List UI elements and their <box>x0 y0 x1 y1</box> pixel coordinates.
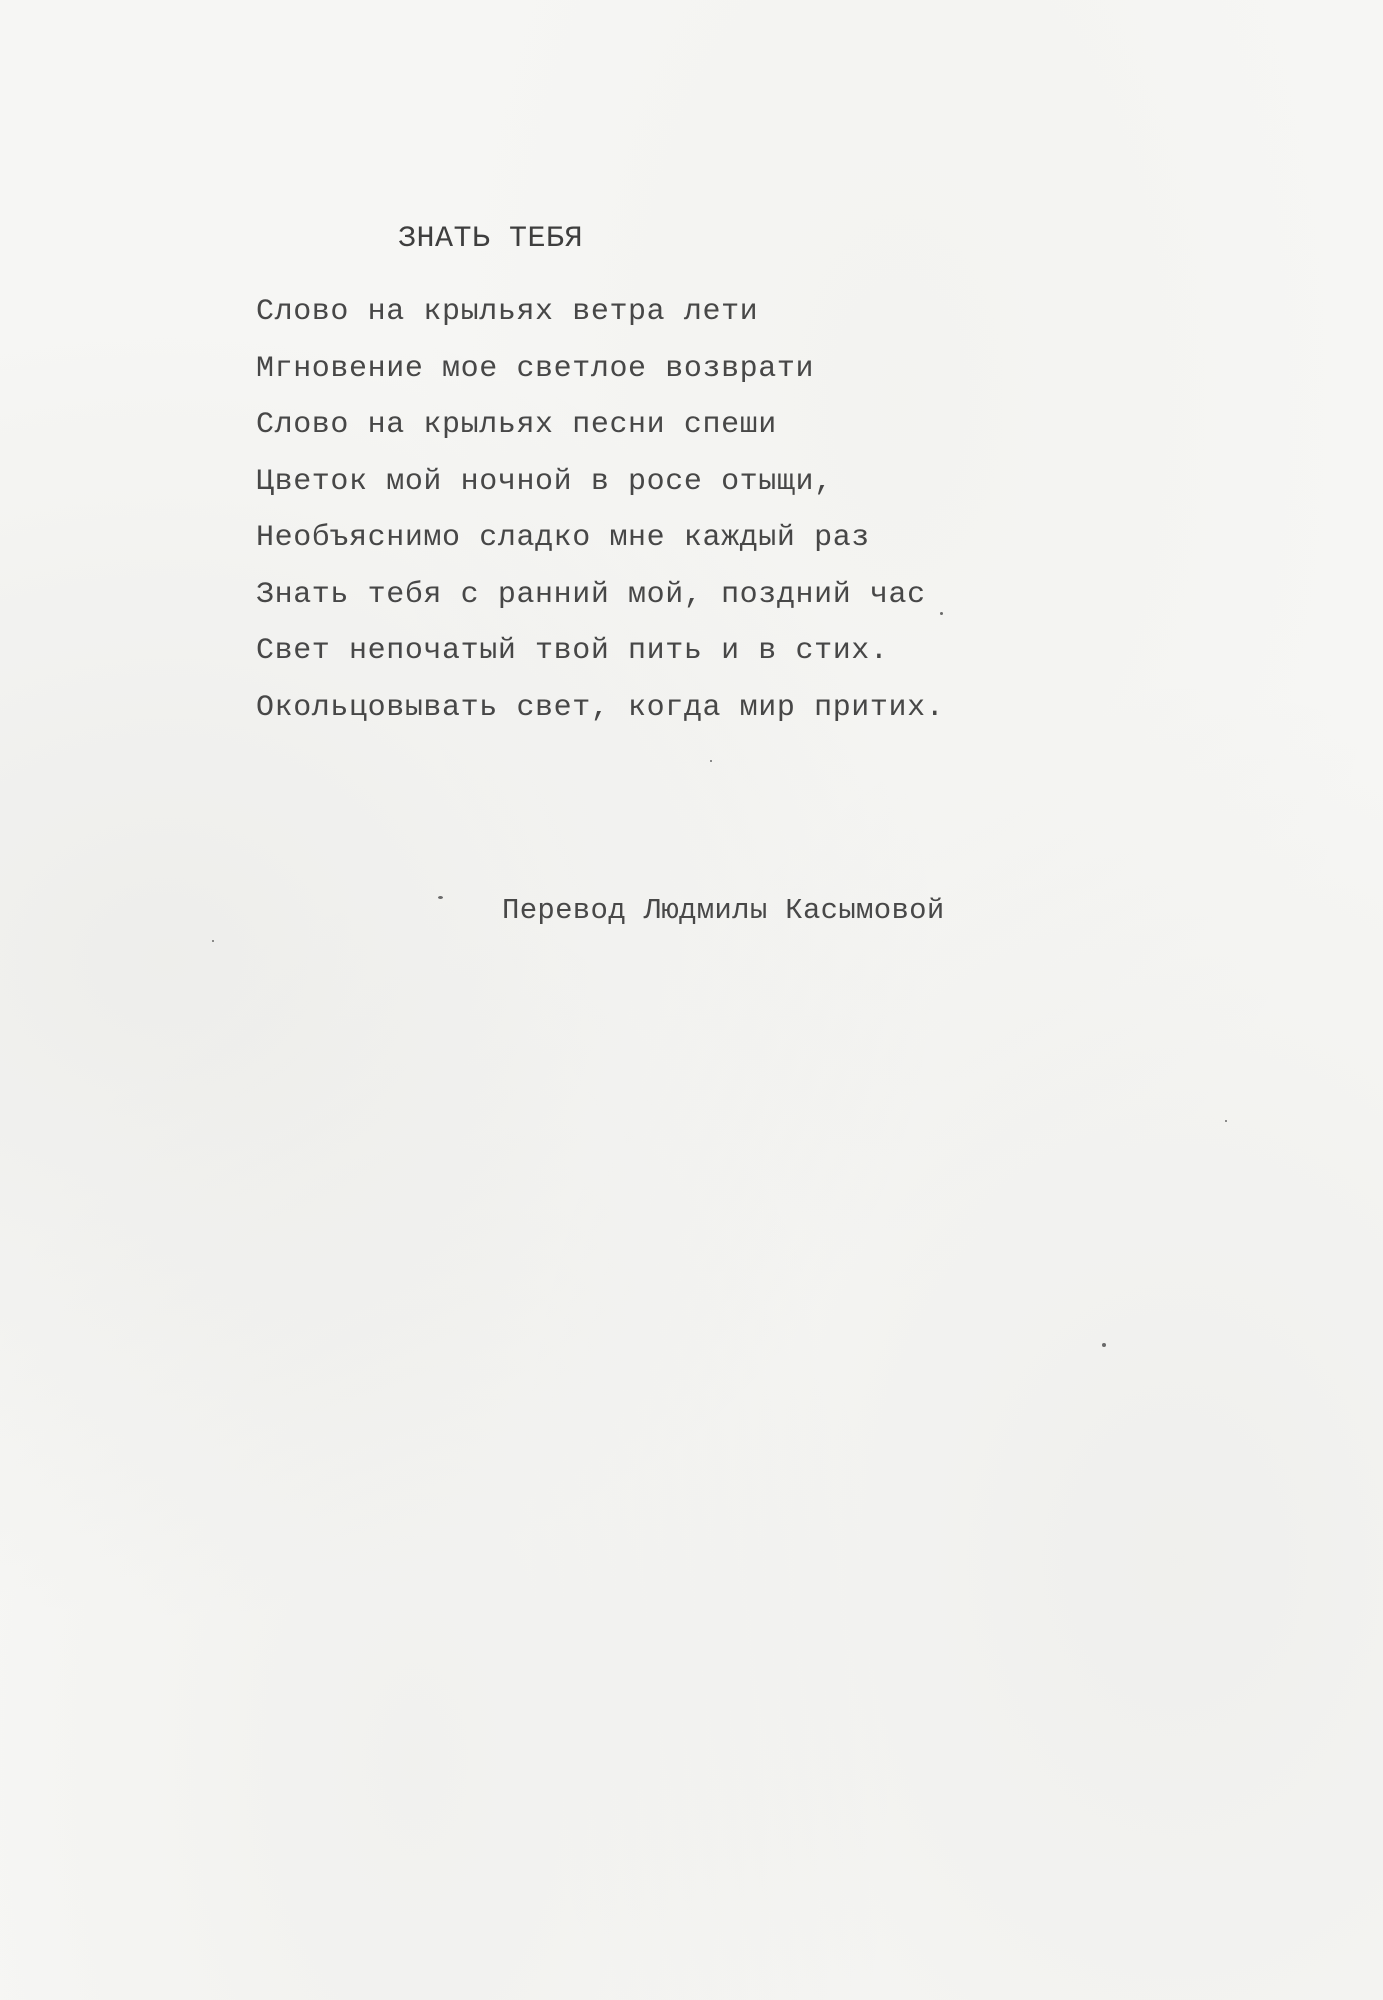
poem-line: Слово на крыльях ветра лети <box>256 295 759 329</box>
poem-line: Свет непочатый твой пить и в стих. <box>256 634 889 668</box>
poem-title: ЗНАТЬ ТЕБЯ <box>398 222 584 256</box>
poem-line: Необъяснимо сладко мне каждый раз <box>256 521 870 555</box>
poem-body <box>256 290 944 742</box>
paper-speck <box>438 896 443 899</box>
poem-line: Цветок мой ночной в росе отыщи, <box>256 464 833 499</box>
translator-credit: Перевод Людмилы Касымовой <box>502 894 945 927</box>
paper-speck <box>212 940 214 942</box>
poem-line: Мгновение мое светлое возврати <box>256 351 815 386</box>
paper-speck <box>1225 1120 1227 1122</box>
paper-speck <box>710 760 712 762</box>
paper-speck <box>1102 1343 1106 1347</box>
paper-speck <box>940 612 943 615</box>
poem-line: Знать тебя с ранний мой, поздний час <box>256 577 926 612</box>
poem-line: Окольцовывать свет, когда мир притих. <box>256 690 945 725</box>
poem-line: Слово на крыльях песни спеши <box>256 408 777 442</box>
